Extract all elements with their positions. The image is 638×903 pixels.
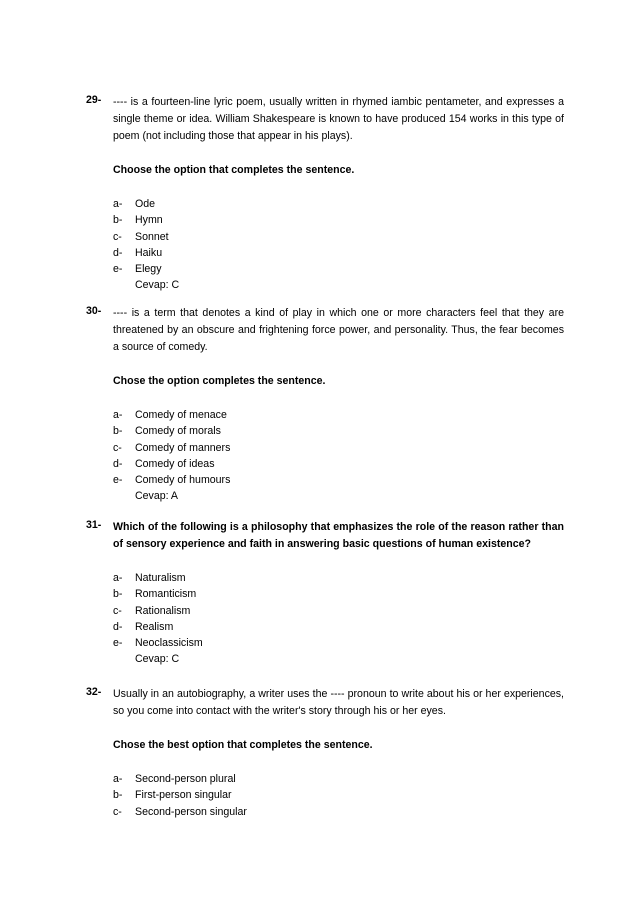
option-text: Neoclassicism: [135, 637, 203, 650]
option-d: [113, 245, 564, 261]
question-number: 32-: [86, 686, 102, 698]
option-text: Comedy of manners: [135, 441, 231, 454]
option-text: Romanticism: [135, 588, 197, 601]
question-instruction: Chose the option completes the sentence.: [113, 375, 326, 387]
option-c: [113, 440, 564, 456]
question-31: [86, 519, 564, 668]
option-text: Second-person singular: [135, 805, 247, 818]
option-c: [113, 804, 564, 820]
option-letter: d-: [113, 620, 123, 633]
option-letter: b-: [113, 588, 123, 601]
option-letter: c-: [113, 230, 122, 243]
option-list: [113, 407, 564, 488]
option-letter: c-: [113, 441, 122, 454]
question-32: [86, 686, 564, 820]
option-text: Ode: [135, 198, 156, 210]
option-letter: e-: [113, 263, 123, 276]
option-letter: a-: [113, 409, 123, 421]
option-letter: e-: [113, 474, 123, 487]
option-text: First-person singular: [135, 789, 232, 802]
option-e: [113, 635, 564, 651]
answer-key: Cevap: A: [135, 490, 178, 503]
option-text: Comedy of humours: [135, 474, 231, 487]
option-letter: e-: [113, 637, 123, 650]
question-text: ---- is a fourteen-line lyric poem, usually written in rhymed iambic pentameter, and expresses a single theme or idea. William Shakespeare is known to have produced 154 works in this type of poem (not including those that appear in his plays).: [113, 96, 564, 142]
answer-key: Cevap: C: [135, 653, 180, 666]
option-a: [113, 407, 564, 423]
question-instruction: Chose the best option that completes the sentence.: [113, 739, 373, 751]
question-number: 31-: [86, 519, 102, 531]
option-text: Haiku: [135, 246, 163, 259]
option-b: [113, 787, 564, 803]
answer-key: Cevap: C: [135, 279, 180, 292]
question-29: [86, 94, 564, 294]
option-text: Elegy: [135, 263, 162, 276]
option-letter: b-: [113, 214, 123, 227]
option-text: Comedy of menace: [135, 409, 227, 421]
option-text: Realism: [135, 620, 174, 633]
question-number: 30-: [86, 305, 102, 317]
option-text: Rationalism: [135, 604, 191, 617]
option-list: [113, 196, 564, 277]
option-a: [113, 196, 564, 212]
option-e: [113, 261, 564, 277]
option-text: Naturalism: [135, 572, 186, 584]
option-list: [113, 570, 564, 651]
option-text: Second-person plural: [135, 773, 236, 785]
option-a: [113, 771, 564, 787]
option-text: Sonnet: [135, 230, 169, 243]
option-c: [113, 229, 564, 245]
option-text: Hymn: [135, 214, 163, 227]
option-letter: a-: [113, 773, 123, 785]
option-d: [113, 456, 564, 472]
question-text: Usually in an autobiography, a writer uses the ---- pronoun to write about his or her experiences, so you come into contact with the writer's story through his or her eyes.: [113, 688, 564, 717]
question-30: [86, 305, 564, 505]
option-letter: a-: [113, 572, 123, 584]
option-letter: c-: [113, 805, 122, 818]
option-letter: b-: [113, 789, 123, 802]
question-text: Which of the following is a philosophy that emphasizes the role of the reason rather than of sensory experience and faith in answering basic questions of human existence?: [113, 521, 564, 550]
option-letter: c-: [113, 604, 122, 617]
option-e: [113, 472, 564, 488]
option-letter: d-: [113, 246, 123, 259]
option-letter: b-: [113, 425, 123, 438]
option-text: Comedy of ideas: [135, 457, 215, 470]
option-a: [113, 570, 564, 586]
option-d: [113, 619, 564, 635]
question-instruction: Choose the option that completes the sentence.: [113, 164, 355, 176]
option-list: [113, 771, 564, 820]
option-letter: a-: [113, 198, 123, 210]
option-text: Comedy of morals: [135, 425, 221, 438]
option-b: [113, 586, 564, 602]
question-number: 29-: [86, 94, 102, 106]
question-text: ---- is a term that denotes a kind of play in which one or more characters feel that they are threatened by an obscure and frightening force power, and personality. Thus, the fear becomes a source of comedy.: [113, 307, 564, 353]
option-b: [113, 423, 564, 439]
option-letter: d-: [113, 457, 123, 470]
option-c: [113, 603, 564, 619]
option-b: [113, 212, 564, 228]
